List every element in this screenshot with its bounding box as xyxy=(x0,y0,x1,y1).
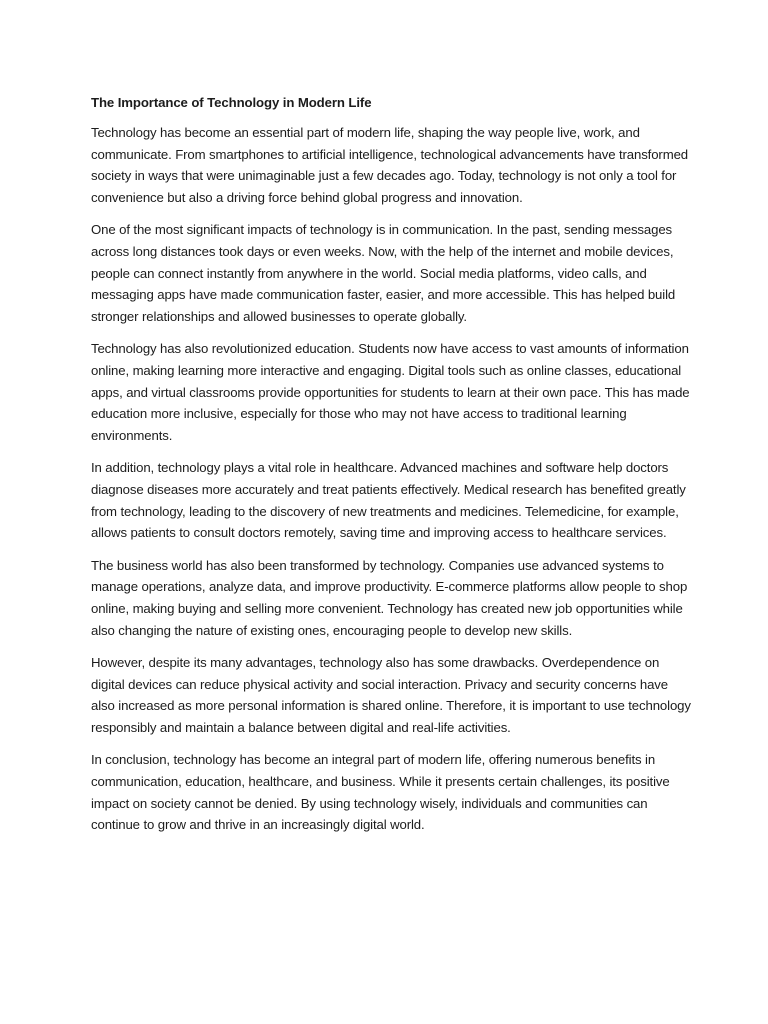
document-title: The Importance of Technology in Modern Life xyxy=(91,95,372,110)
document-body xyxy=(91,92,691,847)
paragraph-education: Technology has also revolutionized education. Students now have access to vast amounts of information online, making learning more interactive and engaging. Digital tools such as online classes, educational apps, and virtual classrooms provide opportunities for students to learn at their own pace. This has made education more inclusive, especially for those who may not have access to traditional learning environments. xyxy=(91,341,690,444)
paragraph-conclusion: In conclusion, technology has become an integral part of modern life, offering numerous benefits in communication, education, healthcare, and business. While it presents certain challenges, its positive impact on society cannot be denied. By using technology wisely, individuals and communities can continue to grow and thrive in an increasingly digital world. xyxy=(91,752,670,833)
paragraph-communication: One of the most significant impacts of technology is in communication. In the past, sending messages across long distances took days or even weeks. Now, with the help of the internet and mobile devices, people can connect instantly from anywhere in the world. Social media platforms, video calls, and messaging apps have made communication faster, easier, and more accessible. This has helped build stronger relationships and allowed businesses to operate globally. xyxy=(91,222,676,325)
paragraph-drawbacks: However, despite its many advantages, technology also has some drawbacks. Overdependence on digital devices can reduce physical activity and social interaction. Privacy and security concerns have also increased as more personal information is shared online. Therefore, it is important to use technology responsibly and maintain a balance between digital and real-life activities. xyxy=(91,654,691,736)
paragraph-healthcare: In addition, technology plays a vital role in healthcare. Advanced machines and software help doctors diagnose diseases more accurately and treat patients effectively. Medical research has benefited greatly from technology, leading to the discovery of new treatments and medicines. Telemedicine, for example, allows patients to consult doctors remotely, saving time and improving access to healthcare services. xyxy=(91,460,686,541)
paragraph-business: The business world has also been transformed by technology. Companies use advanced systems to manage operations, analyze data, and improve productivity. E-commerce platforms allow people to shop online, making buying and selling more convenient. Technology has created new job opportunities while also changing the nature of existing ones, encouraging people to develop new skills. xyxy=(91,557,688,638)
paragraph-intro: Technology has become an essential part of modern life, shaping the way people live, work, and communicate. From smartphones to artificial intelligence, technological advancements have transformed society in ways that were unimaginable just a few decades ago. Today, technology is not only a tool for convenience but also a driving force behind global progress and innovation. xyxy=(91,125,688,206)
